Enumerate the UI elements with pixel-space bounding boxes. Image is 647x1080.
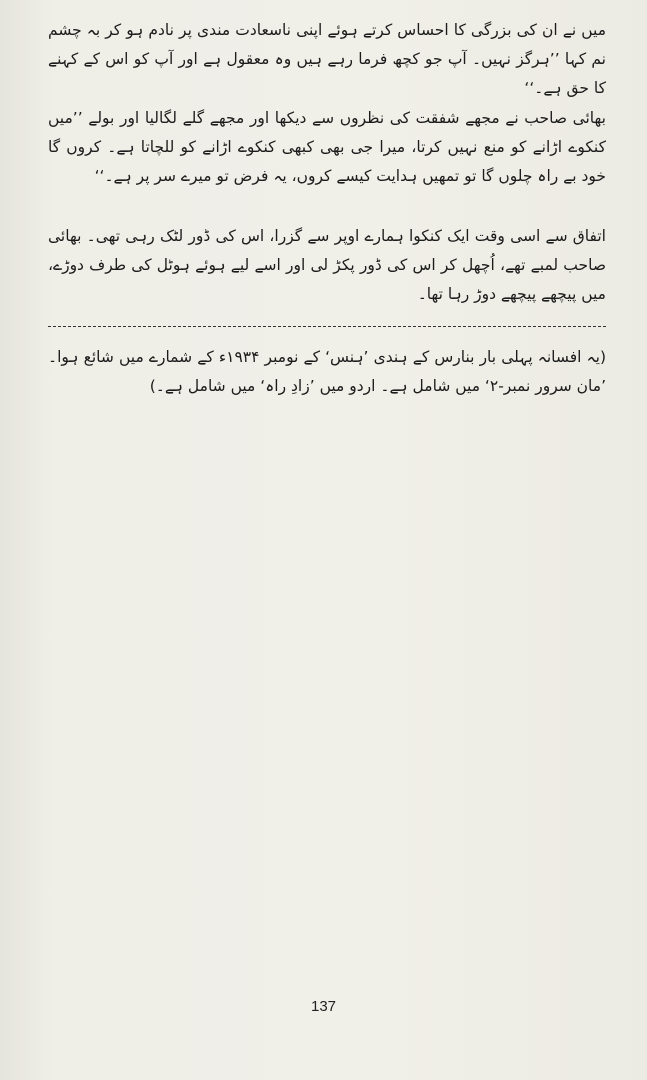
page-number: 137 [310, 998, 337, 1015]
dashed-divider [48, 326, 606, 327]
paragraph-1: میں نے ان کی بزرگی کا احساس کرتے ہوئے اپنی ناسعادت مندی پر نادم ہو کر بہ چشم نم کہا ’’ہرگز نہیں۔ آپ جو کچھ فرما رہے ہیں وہ معقول ہے اور آپ کو اس کے کہنے کا حق ہے۔‘‘ [48, 21, 606, 97]
footnote: (یہ افسانہ پہلی بار بنارس کے ہندی ’ہنس‘ کے نومبر ۱۹۳۴ء کے شمارے میں شائع ہوا۔ ’مان سرور نمبر-۲‘ میں شامل ہے۔ اردو میں ’زادِ راہ‘ میں شامل ہے۔) [48, 348, 607, 395]
paragraph-2: بھائی صاحب نے مجھے شفقت کی نظروں سے دیکھا اور مجھے گلے لگالیا اور بولے ’’میں کنکوے اڑانے کو منع نہیں کرتا، میرا جی بھی کبھی کنکوے اڑانے کو للچاتا ہے۔ کروں گا خود بے راہ چلوں گا تو تمھیں ہدایت کیسے کروں، یہ فرض تو میرے سر پر ہے۔‘‘ [48, 109, 606, 185]
paragraph-3: اتفاق سے اسی وقت ایک کنکوا ہمارے اوپر سے گزرا، اس کی ڈور لٹک رہی تھی۔ بھائی صاحب لمبے تھے، اُچھل کر اس کی ڈور پکڑ لی اور اسے لیے ہوئے ہوٹل کی طرف دوڑے، میں پیچھے پیچھے دوڑ رہا تھا۔ [48, 227, 606, 303]
